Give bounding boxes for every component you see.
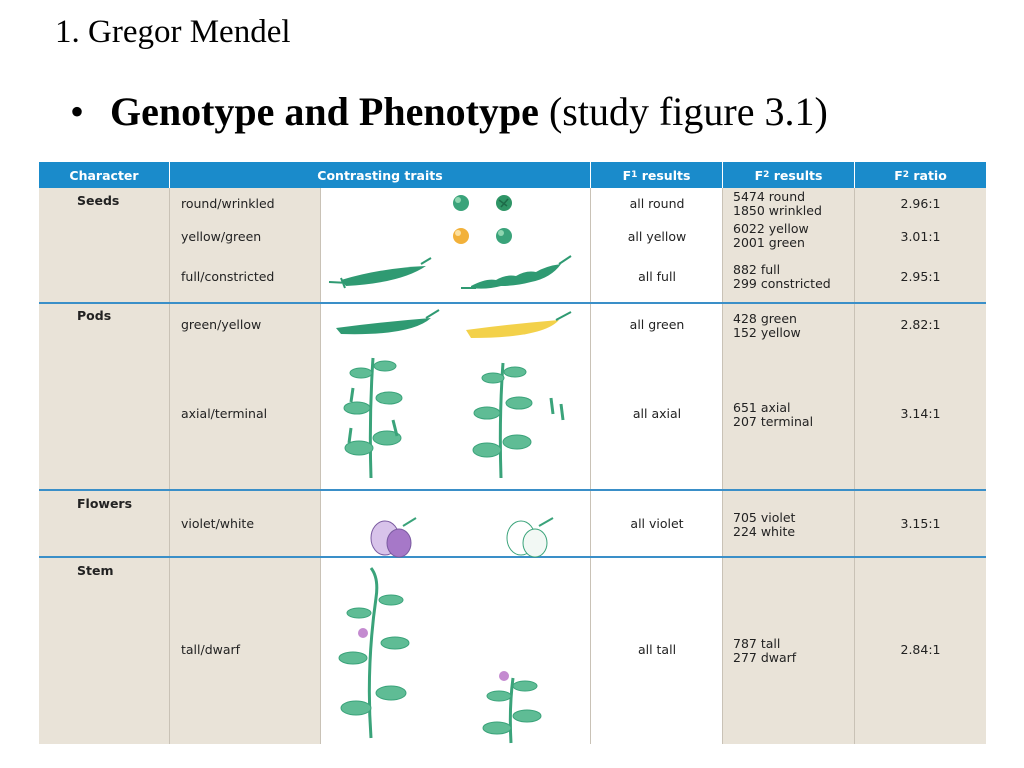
- trait-label: axial/terminal: [181, 406, 268, 421]
- dwarf-plant-icon: [483, 671, 541, 743]
- f2-ratio: 3.01:1: [900, 229, 941, 244]
- header-f1-rest: results: [637, 167, 691, 183]
- f2-ratio: 2.82:1: [900, 317, 941, 332]
- f2-result-b: 277 dwarf: [733, 650, 797, 665]
- f2-ratio: 2.84:1: [900, 642, 941, 657]
- f2-result-b: 224 white: [733, 524, 796, 539]
- header-f2: [723, 162, 855, 188]
- f1-result: all tall: [637, 642, 677, 657]
- white-flower-icon: [507, 518, 553, 557]
- header-character: Character: [39, 162, 170, 188]
- trait-label: full/constricted: [181, 269, 275, 284]
- header-traits: Contrasting traits: [170, 162, 591, 188]
- f1-result: all green: [629, 317, 685, 332]
- header-f2-f: F: [754, 167, 764, 183]
- bullet-rest-text: (study figure 3.1): [548, 89, 828, 134]
- f2-result-a: 705 violet: [733, 510, 796, 525]
- full-pod-icon: [329, 258, 431, 288]
- group-stem: Stem: [77, 563, 114, 578]
- character-column: [39, 188, 170, 744]
- bullet-bold-text: Genotype and Phenotype: [110, 89, 539, 134]
- f2-result-b: 2001 green: [733, 235, 805, 250]
- wrinkled-seed-icon: [496, 195, 512, 211]
- bullet-dot-icon: •: [70, 89, 85, 134]
- f2-result-b: 207 terminal: [733, 414, 814, 429]
- f1-result: all axial: [632, 406, 682, 421]
- f2-result-a: 651 axial: [733, 400, 791, 415]
- round-seed-icon: [453, 195, 469, 211]
- f2-result: [733, 312, 801, 340]
- trait-label: green/yellow: [181, 317, 262, 332]
- f2-result: [733, 263, 831, 291]
- header-ratio-rest: ratio: [909, 167, 947, 183]
- f1-result: all round: [629, 196, 685, 211]
- tall-plant-icon: [339, 568, 409, 738]
- f1-result: all full: [638, 269, 676, 284]
- header-f2-sub: 2: [763, 170, 770, 180]
- f2-result-a: 6022 yellow: [733, 221, 809, 236]
- f2-result: [733, 511, 795, 539]
- green-pod-icon: [336, 310, 439, 334]
- f2-result-a: 428 green: [733, 311, 797, 326]
- terminal-plant-icon: [473, 363, 563, 478]
- f2-result: [733, 637, 796, 665]
- axial-plant-icon: [344, 358, 402, 478]
- f2-result-a: 882 full: [733, 262, 781, 277]
- constricted-pod-icon: [461, 256, 571, 289]
- trait-label: round/wrinkled: [181, 196, 275, 211]
- yellow-seed-icon: [453, 228, 469, 244]
- green-seed-icon: [496, 228, 512, 244]
- trait-label: tall/dwarf: [181, 642, 241, 657]
- f2-ratio: 2.95:1: [900, 269, 941, 284]
- header-f1: [591, 162, 723, 188]
- f2-result: [733, 401, 813, 429]
- violet-flower-icon: [371, 518, 416, 557]
- f2-ratio: 2.96:1: [900, 196, 941, 211]
- header-f2-rest: results: [769, 167, 823, 183]
- f2-result-b: 299 constricted: [733, 276, 831, 291]
- f2-ratio: 3.15:1: [900, 516, 941, 531]
- trait-label: yellow/green: [181, 229, 262, 244]
- f2-result-b: 152 yellow: [733, 325, 801, 340]
- bullet-line: [70, 86, 828, 138]
- group-flowers: Flowers: [77, 496, 133, 511]
- f2-ratio: 3.14:1: [900, 406, 941, 421]
- trait-illustrations: [321, 188, 591, 744]
- f1-result: all yellow: [627, 229, 687, 244]
- header-ratio-sub: 2: [902, 170, 909, 180]
- slide-title: 1. Gregor Mendel: [55, 14, 291, 50]
- f2-result-a: 5474 round: [733, 189, 806, 204]
- trait-label: violet/white: [181, 516, 255, 531]
- group-seeds: Seeds: [77, 193, 120, 208]
- f1-result: all violet: [630, 516, 684, 531]
- f2-result: [733, 222, 809, 250]
- header-ratio-f: F: [894, 167, 903, 183]
- yellow-pod-icon: [466, 312, 571, 338]
- f2-result: [733, 190, 822, 218]
- group-pods: Pods: [77, 308, 112, 323]
- f2-result-a: 787 tall: [733, 636, 781, 651]
- mendel-traits-table: [39, 162, 986, 744]
- f2-result-b: 1850 wrinkled: [733, 203, 822, 218]
- header-ratio: [855, 162, 986, 188]
- header-f1-sub: 1: [631, 170, 638, 180]
- header-f1-f: F: [622, 167, 632, 183]
